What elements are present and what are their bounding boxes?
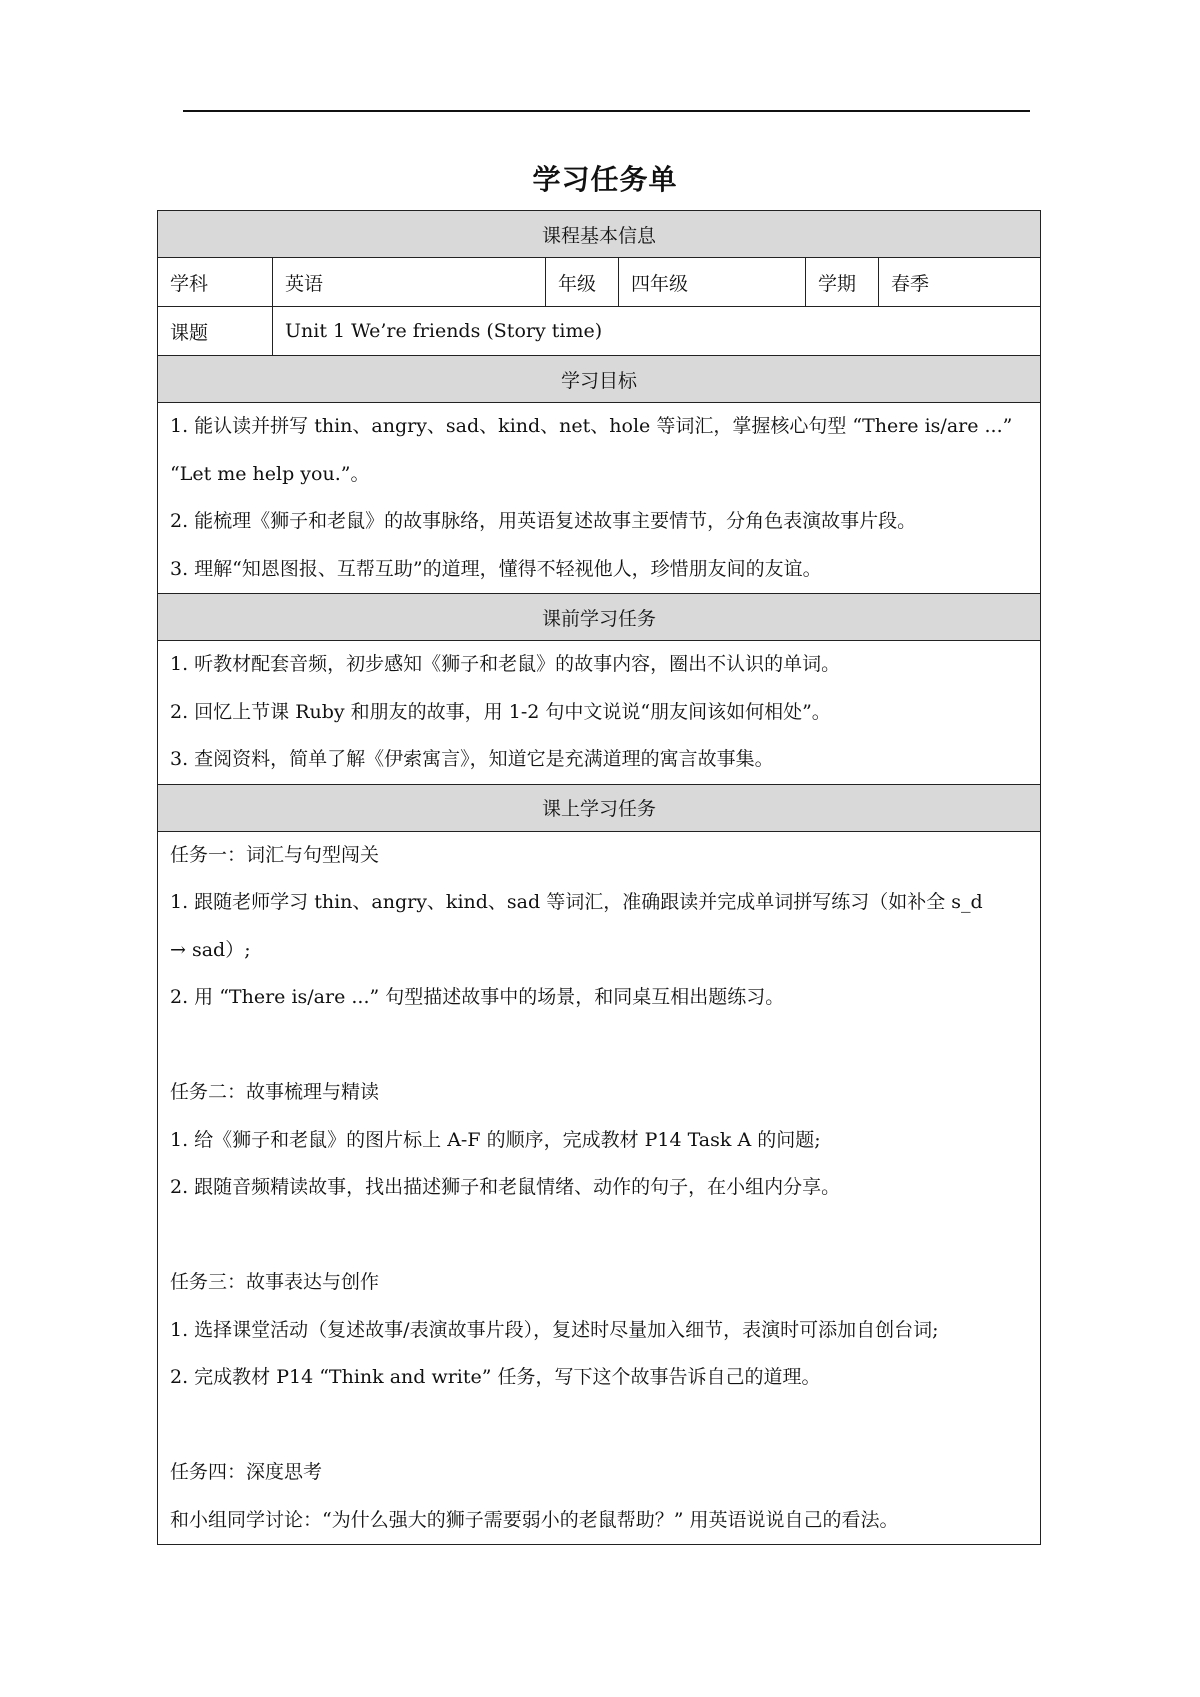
topic-label: 课题 [158,307,273,356]
task1-title: 任务一：词汇与句型闯关 [170,843,380,866]
document-title: 学习任务单 [532,163,678,196]
spacer [170,1212,1028,1260]
objective-line: 1. 能认读并拼写 thin、angry、sad、kind、net、hole 等词汇，掌握核心句型 “There is/are ...” [170,415,1013,437]
in-class-cell [158,831,1041,1545]
section-header-basic-info: 课程基本信息 [158,211,1041,258]
grade-value: 四年级 [619,258,806,307]
objective-line: 2. 能梳理《狮子和老鼠》的故事脉络，用英语复述故事主要情节，分角色表演故事片段。 [170,510,917,532]
objectives-cell [158,403,1041,594]
term-label: 学期 [806,258,879,307]
task1-line: 1. 跟随老师学习 thin、angry、kind、sad 等词汇，准确跟读并完成单词拼写练习（如补全 s_d [170,891,983,913]
pre-class-line: 3. 查阅资料，简单了解《伊索寓言》，知道它是充满道理的寓言故事集。 [170,748,774,770]
task3-title: 任务三：故事表达与创作 [170,1271,380,1293]
pre-class-cell [158,641,1041,785]
task3-line: 2. 完成教材 P14 “Think and write” 任务，写下这个故事告诉自己的道理。 [170,1366,821,1388]
task1-line: → sad）; [170,938,251,961]
grade-label: 年级 [546,258,619,307]
task4-line: 和小组同学讨论：“为什么强大的狮子需要弱小的老鼠帮助？” 用英语说说自己的看法。 [170,1508,899,1531]
subject-label: 学科 [158,258,273,307]
section-header-pre-class: 课前学习任务 [158,594,1041,641]
pre-class-line: 1. 听教材配套音频，初步感知《狮子和老鼠》的故事内容，圈出不认识的单词。 [170,653,841,675]
task4-title: 任务四：深度思考 [170,1461,323,1483]
spacer [170,1022,1028,1070]
task2-title: 任务二：故事梳理与精读 [170,1081,380,1103]
task1-line: 2. 用 “There is/are ...” 句型描述故事中的场景，和同桌互相出题练习。 [170,986,785,1008]
section-header-objectives: 学习目标 [158,356,1041,403]
pre-class-line: 2. 回忆上节课 Ruby 和朋友的故事，用 1-2 句中文说说“朋友间该如何相处”。 [170,700,831,723]
spacer [170,1402,1028,1450]
subject-value: 英语 [273,258,546,307]
topic-value: Unit 1 We’re friends (Story time) [273,307,1041,356]
task2-line: 2. 跟随音频精读故事，找出描述狮子和老鼠情绪、动作的句子，在小组内分享。 [170,1176,841,1198]
task3-line: 1. 选择课堂活动（复述故事/表演故事片段），复述时尽量加入细节，表演时可添加自创台词; [170,1318,939,1341]
task2-line: 1. 给《狮子和老鼠》的图片标上 A-F 的顺序，完成教材 P14 Task A 的问题; [170,1128,821,1151]
objective-line: 3. 理解“知恩图报、互帮互助”的道理，懂得不轻视他人，珍惜朋友间的友谊。 [170,557,822,580]
objective-line: “Let me help you.”。 [170,462,370,485]
task-sheet-table [157,210,1041,1545]
header-rule [183,110,1030,112]
section-header-in-class: 课上学习任务 [158,784,1041,831]
term-value: 春季 [879,258,1041,307]
